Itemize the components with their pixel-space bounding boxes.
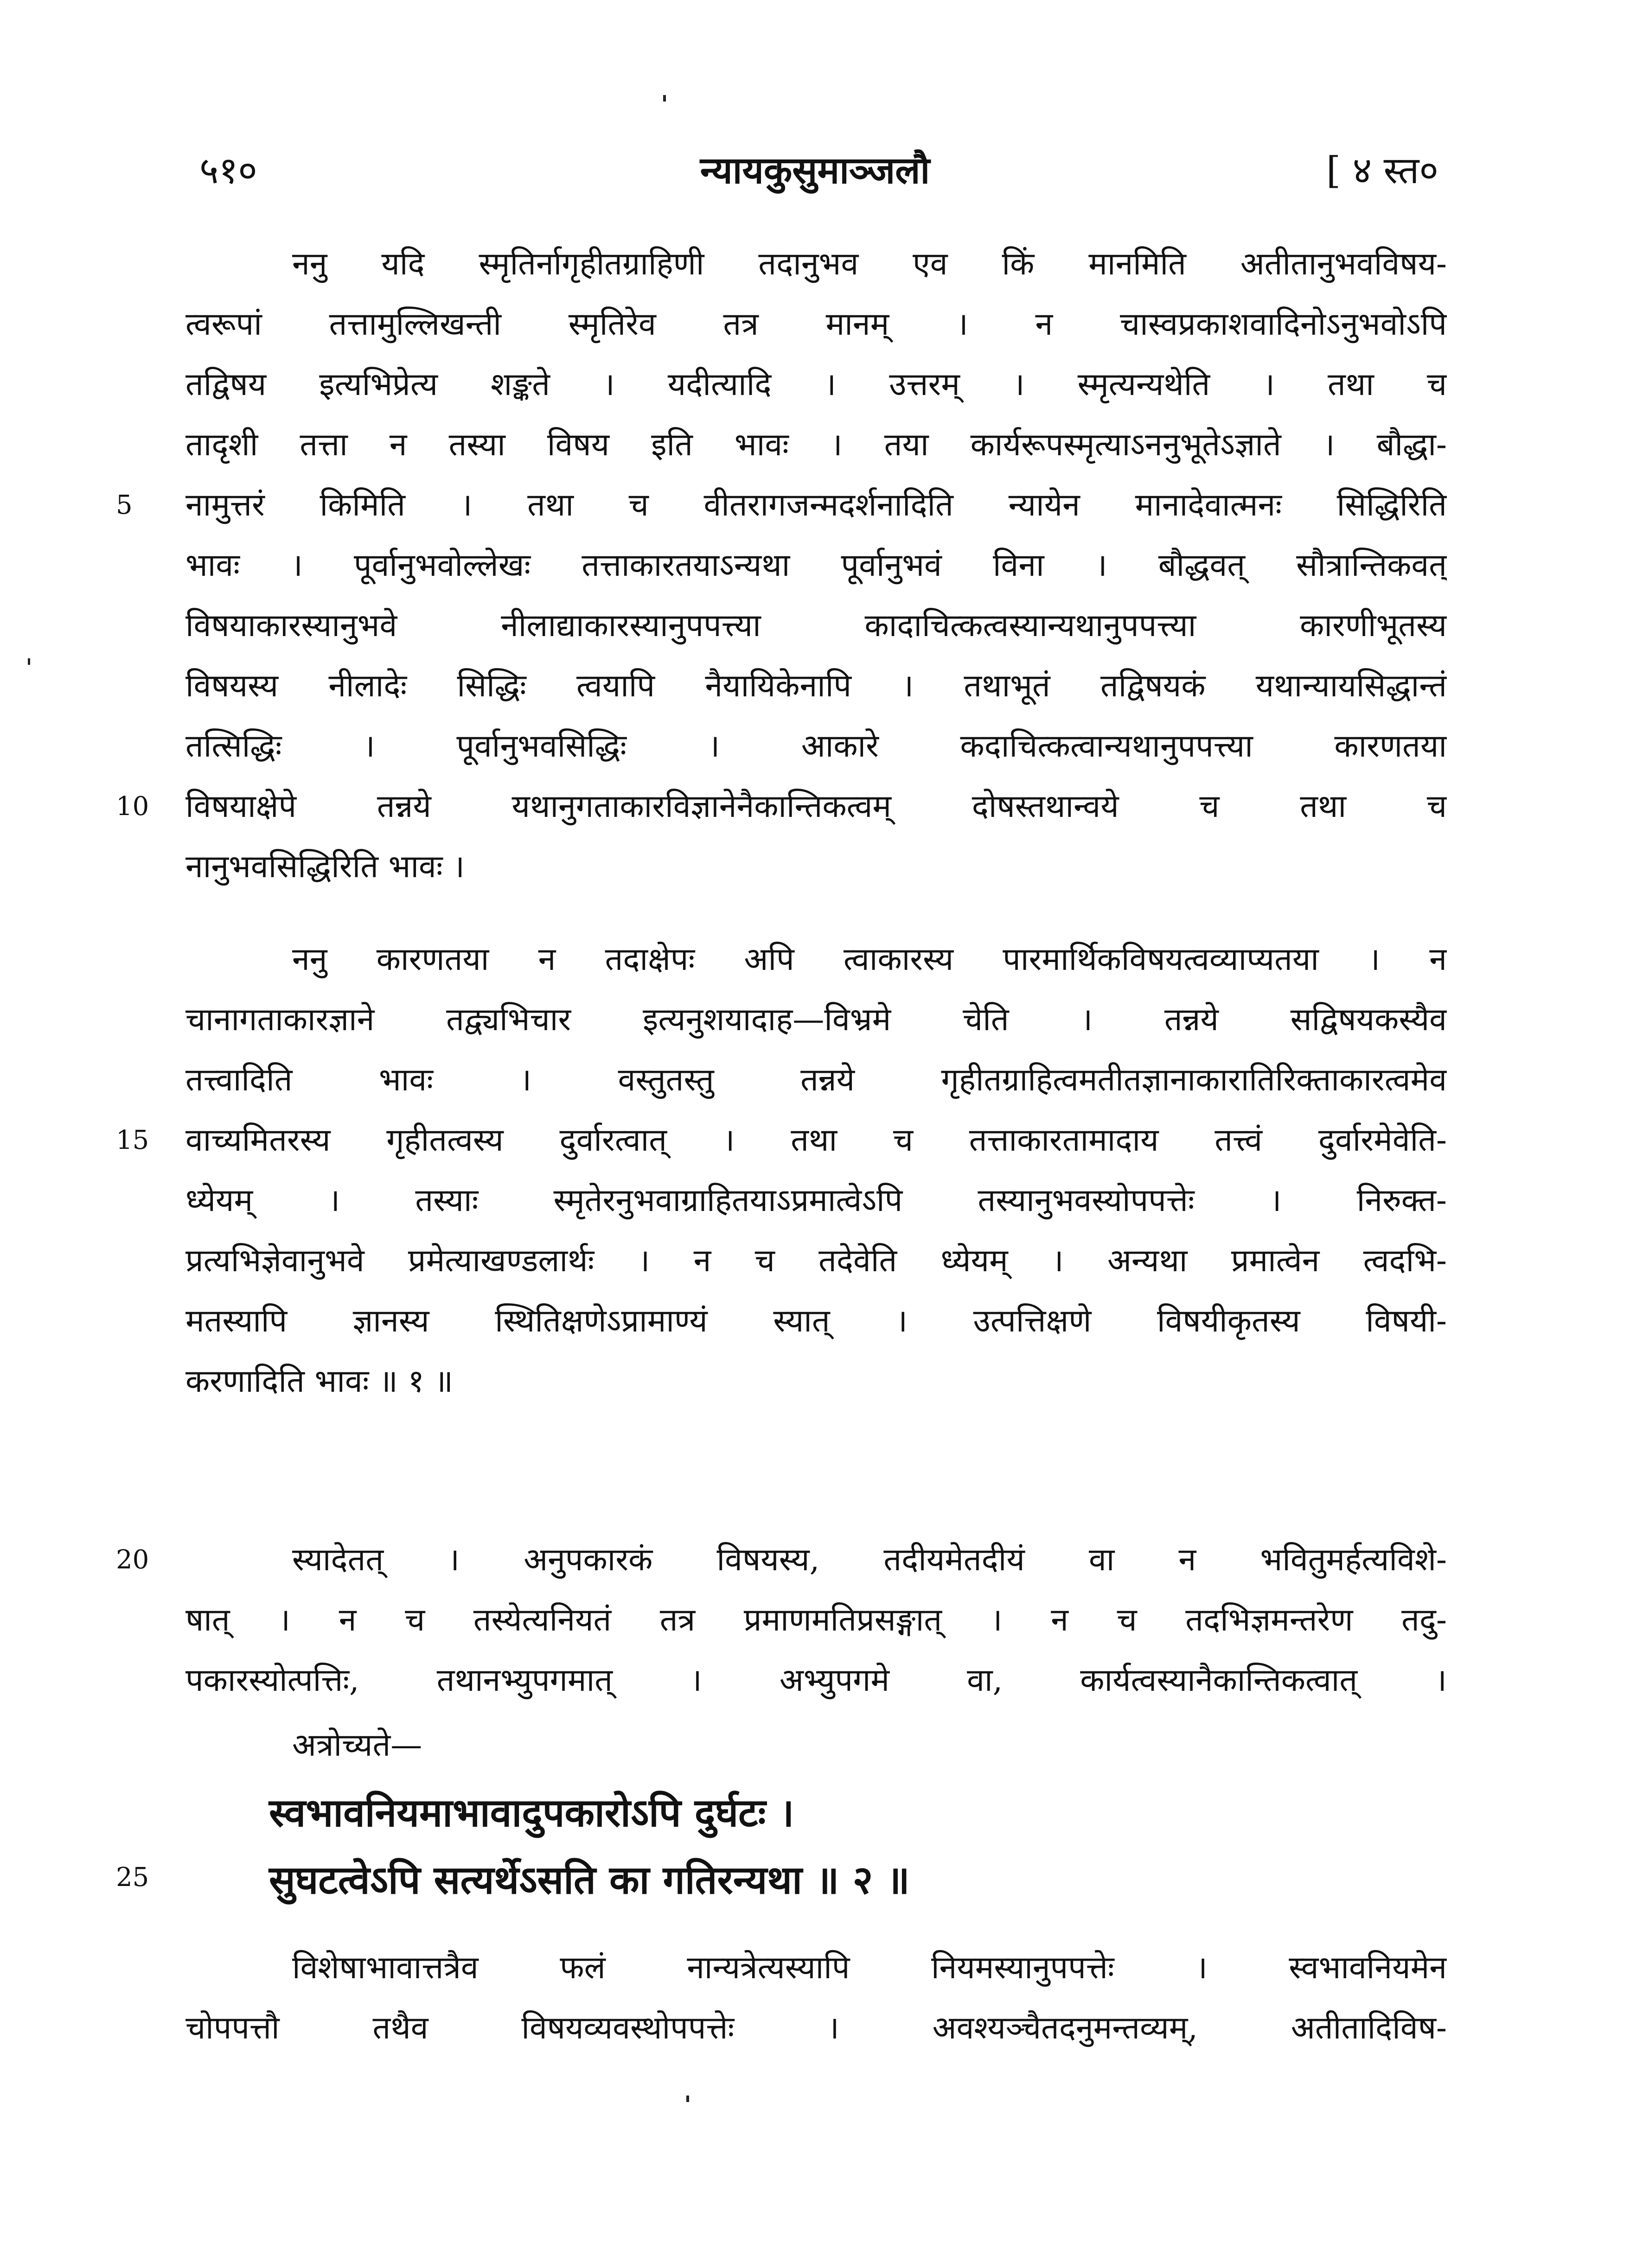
text-line: मतस्यापि ज्ञानस्य स्थितिक्षणेऽप्रामाण्यं स्यात् । उत्पत्तिक्षणे विषयीकृतस्य विषयी-: [185, 1303, 1447, 1339]
line-number: 5: [116, 490, 133, 520]
text-line: ननु कारणतया न तदाक्षेपः अपि त्वाकारस्य पारमार्थिकविषयत्वव्याप्यतया । न: [292, 941, 1447, 978]
verse-line: सुघटत्वेऽपि सत्यर्थेऽसति का गतिरन्यथा ॥ २ ॥: [269, 1857, 910, 1903]
line-number: 15: [116, 1125, 149, 1155]
text-line: ननु यदि स्मृतिर्नागृहीतग्राहिणी तदानुभव एव किं मानमिति अतीतानुभवविषय-: [292, 246, 1447, 282]
line-number: 20: [116, 1545, 149, 1575]
running-title: न्यायकुसुमाञ्जलौ: [700, 148, 930, 192]
text-line: विषयस्य नीलादेः सिद्धिः त्वयापि नैयायिकेनापि । तथाभूतं तद्विषयकं यथान्यायसिद्धान्तं: [185, 668, 1447, 704]
text-line: ध्येयम् । तस्याः स्मृतेरनुभवाग्राहितयाऽप्रमात्वेऽपि तस्यानुभवस्योपपत्तेः । निरुक्त-: [185, 1182, 1447, 1219]
line-number: 10: [116, 791, 149, 822]
section-marker: [ ४ स्त०: [1326, 149, 1438, 192]
text-line: तादृशी तत्ता न तस्या विषय इति भावः । तया कार्यरूपस्मृत्याऽननुभूतेऽज्ञाते । बौद्धा-: [185, 427, 1447, 463]
text-line: चोपपत्तौ तथैव विषयव्यवस्थोपपत्तेः । अवश्यञ्चैतदनुमन्तव्यम्, अतीतादिविष-: [185, 2010, 1447, 2046]
text-line: प्रत्यभिज्ञेवानुभवे प्रमेत्याखण्डलार्थः । न च तदेवेति ध्येयम् । अन्यथा प्रमात्वेन त्वदभि-: [185, 1242, 1447, 1279]
text-line: विषयाक्षेपे तन्नये यथानुगताकारविज्ञानेनैकान्तिकत्वम् दोषस्तथान्वये च तथा च: [185, 788, 1447, 825]
text-line: वाच्यमितरस्य गृहीतत्वस्य दुर्वारत्वात् । तथा च तत्ताकारतामादाय तत्त्वं दुर्वारमेवेति-: [185, 1122, 1447, 1159]
text-line: नामुत्तरं किमिति । तथा च वीतरागजन्मदर्शनादिति न्यायेन मानादेवात्मनः सिद्धिरिति: [185, 487, 1447, 523]
margin-mark-top: [663, 95, 666, 102]
text-line: विशेषाभावात्तत्रैव फलं नान्यत्रेत्यस्यापि नियमस्यानुपपत्तेः । स्वभावनियमेन: [292, 1949, 1447, 1986]
margin-mark-left: [28, 658, 30, 665]
page-number: ५१०: [199, 149, 257, 192]
text-line: विषयाकारस्यानुभवे नीलाद्याकारस्यानुपपत्त्या कादाचित्कत्वस्यान्यथानुपपत्त्या कारणीभूतस्य: [185, 607, 1447, 644]
text-line: त्वरूपां तत्तामुल्लिखन्ती स्मृतिरेव तत्र मानम् । न चास्वप्रकाशवादिनोऽनुभवोऽपि: [185, 306, 1447, 343]
line-number: 25: [116, 1862, 149, 1892]
verse-line: स्वभावनियमाभावादुपकारोऽपि दुर्घटः ।: [269, 1790, 794, 1835]
text-line: स्यादेतत् । अनुपकारकं विषयस्य, तदीयमेतदीयं वा न भवितुमर्हत्यविशे-: [292, 1542, 1447, 1578]
intro-line: अत्रोच्यते—: [292, 1727, 422, 1764]
margin-mark-bottom: [686, 2096, 689, 2102]
running-header: [0, 144, 1630, 199]
text-line: नानुभवसिद्धिरिति भावः ।: [185, 848, 465, 885]
text-line: तत्त्वादिति भावः । वस्तुतस्तु तन्नये गृहीतग्राहित्वमतीतज्ञानाकारातिरिक्ताकारत्वमेव: [185, 1062, 1447, 1098]
text-line: षात् । न च तस्येत्यनियतं तत्र प्रमाणमतिप्रसङ्गात् । न च तदभिज्ञमन्तरेण तदु-: [185, 1602, 1447, 1638]
text-line: पकारस्योत्पत्तिः, तथानभ्युपगमात् । अभ्युपगमे वा, कार्यत्वस्यानैकान्तिकत्वात् ।: [185, 1662, 1447, 1699]
text-line: भावः । पूर्वानुभवोल्लेखः तत्ताकारतयाऽन्यथा पूर्वानुभवं विना । बौद्धवत् सौत्रान्तिकवत्: [185, 547, 1447, 584]
text-line: तत्सिद्धिः । पूर्वानुभवसिद्धिः । आकारे कदाचित्कत्वान्यथानुपपत्त्या कारणतया: [185, 728, 1447, 764]
text-line: करणादिति भावः ॥ १ ॥: [185, 1363, 454, 1400]
text-line: चानागताकारज्ञाने तद्व्यभिचार इत्यनुशयादाह—विभ्रमे चेति । तन्नये सद्विषयकस्यैव: [185, 1001, 1447, 1038]
text-line: तद्विषय इत्यभिप्रेत्य शङ्कते । यदीत्यादि । उत्तरम् । स्मृत्यन्यथेति । तथा च: [185, 366, 1447, 403]
